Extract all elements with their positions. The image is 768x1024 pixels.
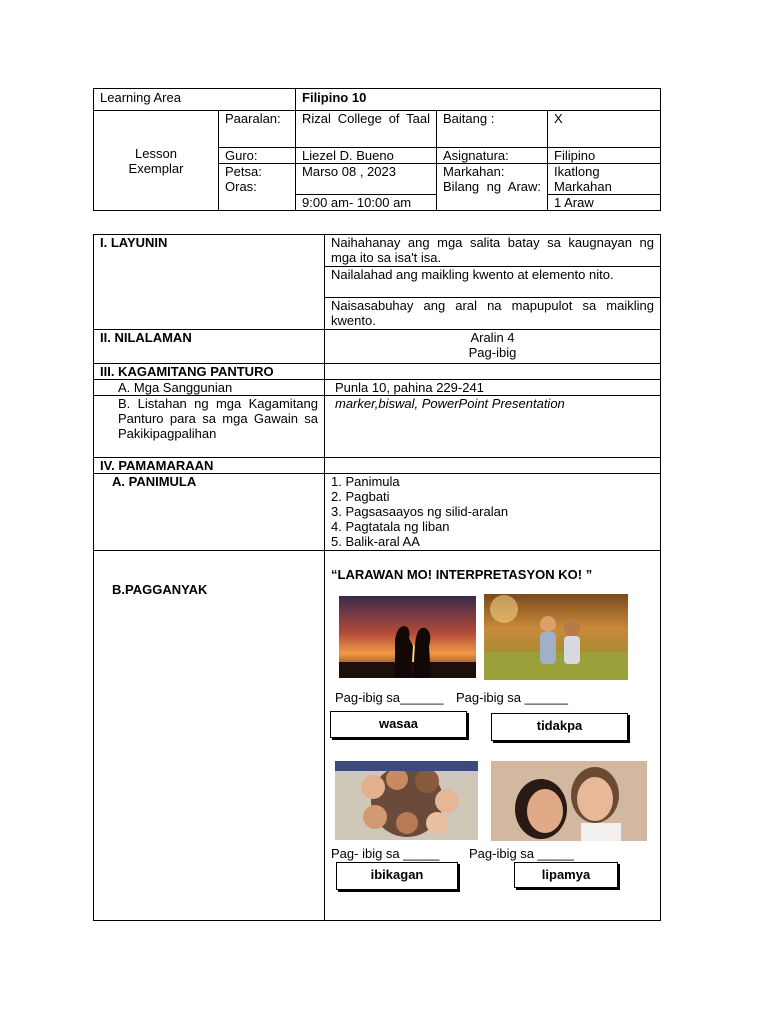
petsa-oras-label xyxy=(219,164,296,211)
baitang-label: Baitang : xyxy=(437,111,548,148)
bilang-label: Bilang ng Araw: xyxy=(443,179,542,194)
panimula-heading: A. PANIMULA xyxy=(94,474,325,551)
guro-label: Guro: xyxy=(219,148,296,164)
paaralan-text: Rizal College of Taal xyxy=(302,111,431,126)
header-table xyxy=(93,88,661,211)
markahan-label: Markahan: xyxy=(443,164,505,179)
paksa-label: Pag-ibig xyxy=(468,345,517,360)
panimula-list xyxy=(325,474,661,551)
oras-label: Oras: xyxy=(225,179,257,194)
paaralan-label: Paaralan: xyxy=(219,111,296,148)
markahan-value: Ikatlong Markahan xyxy=(548,164,661,195)
caption-3: Pag- ibig sa _____ xyxy=(331,846,440,861)
pamamaraan-empty xyxy=(325,458,661,474)
caption-4: Pag-ibig sa _____ xyxy=(469,846,574,861)
layunin-2: Nailalahad ang maikling kwento at elemento nito. xyxy=(325,267,661,298)
layunin-3: Naisasabuhay ang aral na mapupulot sa maikling kwento. xyxy=(325,298,661,330)
children-grass-photo xyxy=(484,594,628,680)
caption-1: Pag-ibig sa______ xyxy=(335,690,444,705)
markahan-bilang-label xyxy=(437,164,548,211)
learning-area-label: Learning Area xyxy=(94,89,296,111)
caption-2: Pag-ibig sa ______ xyxy=(456,690,569,705)
layunin-1: Naihahanay ang mga salita batay sa kaugnayan ng mga ito sa isa't isa. xyxy=(325,235,661,267)
panimula-item: 2. Pagbati xyxy=(331,489,390,504)
answer-box-2: tidakpa xyxy=(491,713,628,741)
answer-box-4: lipamya xyxy=(514,862,618,888)
paaralan-value xyxy=(296,111,437,148)
nilalaman-value xyxy=(325,330,661,364)
nilalaman-heading: II. NILALAMAN xyxy=(94,330,325,364)
pagganyak-heading: B.PAGGANYAK xyxy=(94,551,325,921)
listahan-value: marker,biswal, PowerPoint Presentation xyxy=(325,396,661,458)
answer-box-1: wasaa xyxy=(330,711,467,738)
kagamitan-empty xyxy=(325,364,661,380)
petsa-label: Petsa: xyxy=(225,164,262,179)
layunin-heading: I. LAYUNIN xyxy=(94,235,325,330)
guro-value: Liezel D. Bueno xyxy=(296,148,437,164)
couple-smiling-photo xyxy=(491,761,647,841)
petsa-value: Marso 08 , 2023 xyxy=(296,164,437,195)
listahan-label: B. Listahan ng mga Kagamitang Panturo para sa mga Gawain sa Pakikipagpalihan xyxy=(94,396,325,458)
friends-circle-photo xyxy=(335,761,478,840)
sunset-couple-photo xyxy=(339,596,476,678)
oras-value: 9:00 am- 10:00 am xyxy=(296,195,437,211)
panimula-item: 1. Panimula xyxy=(331,474,400,489)
aralin-label: Aralin 4 xyxy=(470,330,515,345)
bilang-value: 1 Araw xyxy=(548,195,661,211)
kagamitan-heading: III. KAGAMITANG PANTURO xyxy=(94,364,325,380)
pamamaraan-heading: IV. PAMAMARAAN xyxy=(94,458,325,474)
sanggunian-value: Punla 10, pahina 229-241 xyxy=(325,380,661,396)
panimula-item: 3. Pagsasaayos ng silid-aralan xyxy=(331,504,509,519)
baitang-value: X xyxy=(548,111,661,148)
activity-title: “LARAWAN MO! INTERPRETASYON KO! ” xyxy=(331,567,593,582)
panimula-item: 5. Balik-aral AA xyxy=(331,534,420,549)
asignatura-label: Asignatura: xyxy=(437,148,548,164)
answer-box-3: ibikagan xyxy=(336,862,458,890)
lesson-exemplar-label: Lesson Exemplar xyxy=(128,145,184,176)
sanggunian-label: A. Mga Sanggunian xyxy=(94,380,325,396)
panimula-item: 4. Pagtatala ng liban xyxy=(331,519,450,534)
lesson-exemplar-cell xyxy=(94,111,219,211)
asignatura-value: Filipino xyxy=(548,148,661,164)
learning-area-value: Filipino 10 xyxy=(296,89,661,111)
